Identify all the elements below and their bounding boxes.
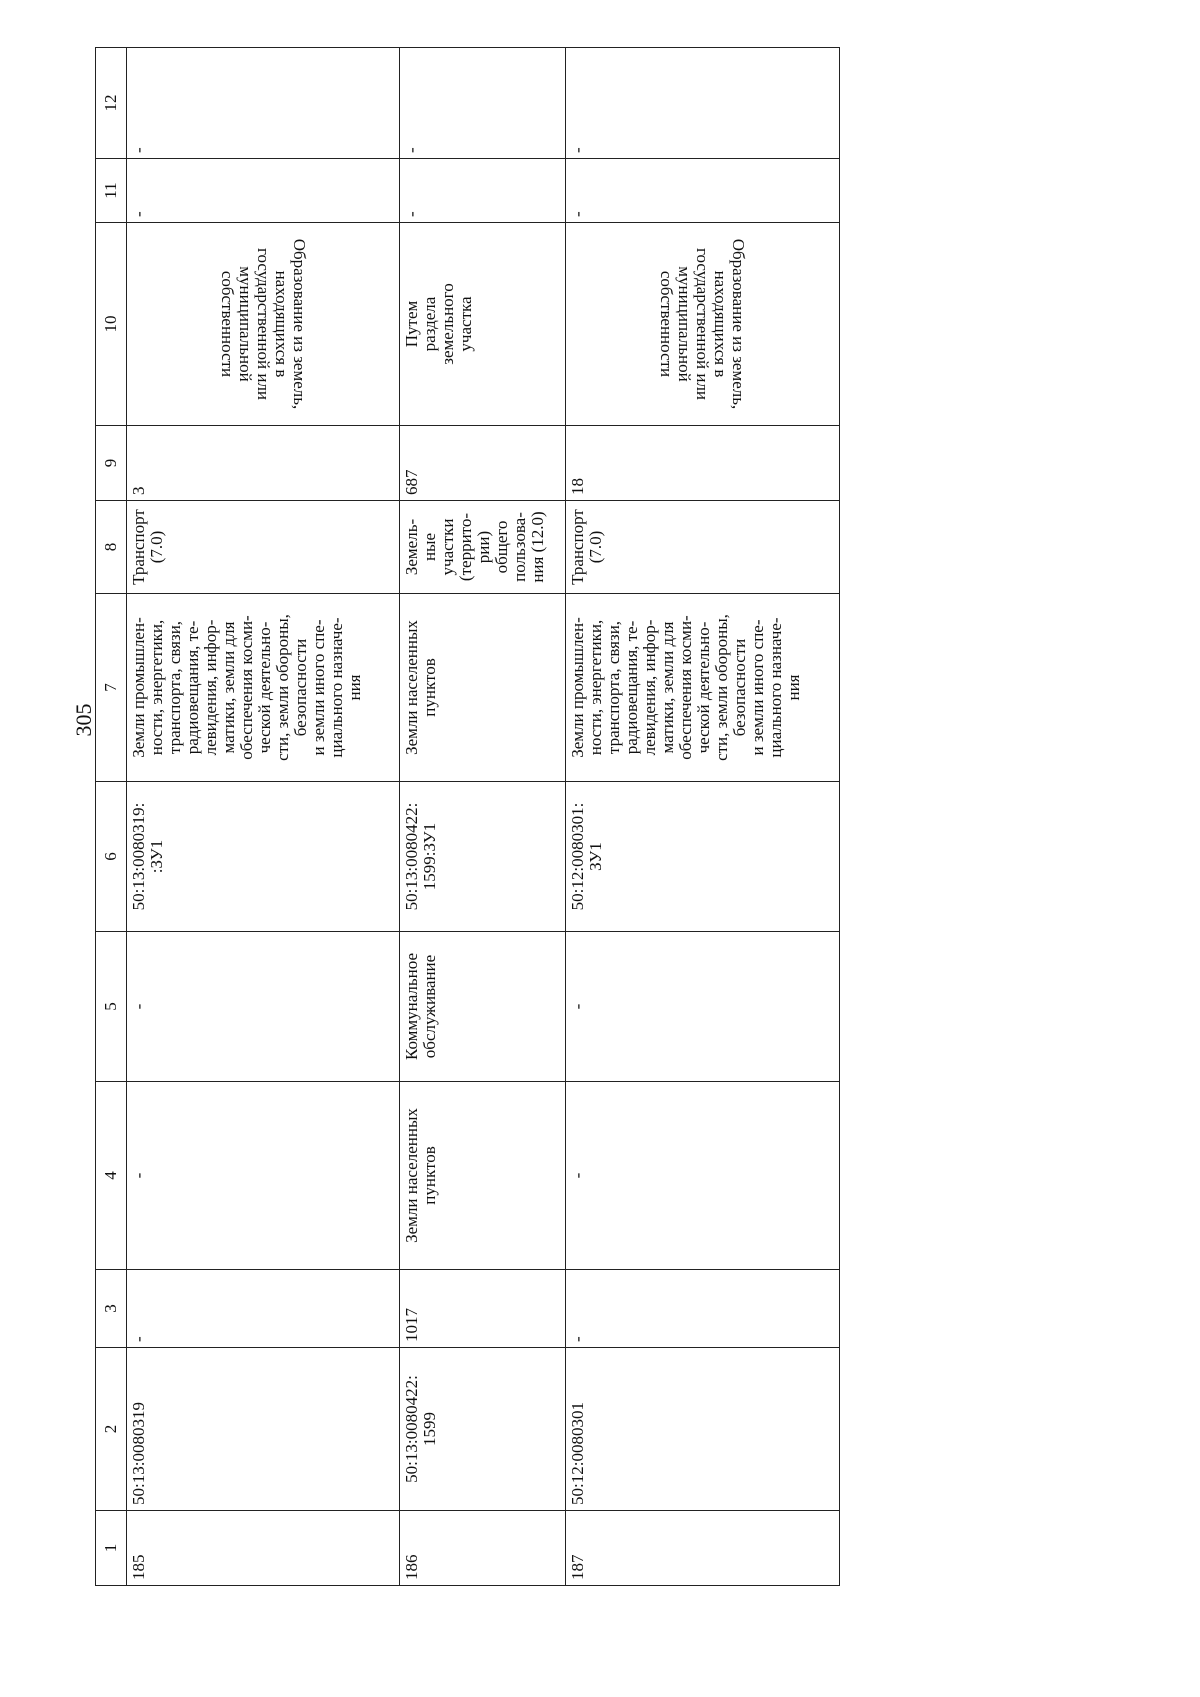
permitted-use-new: Транспорт (7.0) <box>566 501 840 594</box>
cadastral-quarter: 50:13:0080422: 1599 <box>400 1348 566 1511</box>
permitted-use-source: Коммунальное обслуживание <box>400 932 566 1082</box>
land-category-source: - <box>127 1082 400 1270</box>
land-category-new: Земли населенных пунктов <box>400 594 566 782</box>
header-cell: 4 <box>96 1082 127 1270</box>
land-category-source: - <box>566 1082 840 1270</box>
cadastral-quarter: 50:13:0080319 <box>127 1348 400 1511</box>
header-cell: 3 <box>96 1270 127 1348</box>
header-cell: 6 <box>96 782 127 932</box>
permitted-use-new: Земель- ные участки (террито- рии) общего пользова- ния (12.0) <box>400 501 566 594</box>
permitted-use-source: - <box>127 932 400 1082</box>
column-11-value: - <box>400 159 566 223</box>
cadastral-quarter: 50:12:0080301 <box>566 1348 840 1511</box>
table-row <box>566 48 840 1586</box>
land-category-new: Земли промышлен- ности, энергетики, транспорта, связи, радиовещания, те- левидения, инфор- матики, земли для обеспечения косми- ческой деятельно- сти, земли обороны, безопасности и земли иного спе- циального назначе- ния <box>566 594 840 782</box>
permitted-use-source: - <box>566 932 840 1082</box>
land-category-source: Земли населенных пунктов <box>400 1082 566 1270</box>
table-row <box>400 48 566 1586</box>
land-category-new: Земли промышлен- ности, энергетики, транспорта, связи, радиовещания, те- левидения, инфор- матики, земли для обеспечения косми- ческой деятельно- сти, земли обороны, безопасности и земли иного спе- циального назначе- ния <box>127 594 400 782</box>
column-11-value: - <box>566 159 840 223</box>
header-cell: 7 <box>96 594 127 782</box>
area-source: - <box>566 1270 840 1348</box>
column-12-value: - <box>127 48 400 159</box>
row-number: 187 <box>566 1511 840 1586</box>
formation-method-cell <box>566 223 840 426</box>
header-cell: 2 <box>96 1348 127 1511</box>
area-new: 3 <box>127 426 400 501</box>
area-new: 18 <box>566 426 840 501</box>
column-12-value: - <box>400 48 566 159</box>
new-plot-number: 50:12:0080301: ЗУ1 <box>566 782 840 932</box>
area-source: 1017 <box>400 1270 566 1348</box>
new-plot-number: 50:13:0080319: :ЗУ1 <box>127 782 400 932</box>
table-row <box>127 48 400 1586</box>
formation-method: Образование из земель, находящихся в государственной или муниципальной собственности <box>218 238 309 410</box>
row-number: 186 <box>400 1511 566 1586</box>
column-11-value: - <box>127 159 400 223</box>
permitted-use-new: Транспорт (7.0) <box>127 501 400 594</box>
rotated-table-container <box>95 48 839 1586</box>
land-plot-table <box>95 47 840 1586</box>
header-cell: 11 <box>96 159 127 223</box>
formation-method: Образование из земель, находящихся в государственной или муниципальной собственности <box>657 238 749 410</box>
header-cell: 8 <box>96 501 127 594</box>
header-cell: 10 <box>96 223 127 426</box>
page-number: 305 <box>71 703 96 737</box>
formation-method: Путем раздела земельного участка <box>400 223 566 426</box>
header-row <box>96 48 127 1586</box>
row-number: 185 <box>127 1511 400 1586</box>
area-source: - <box>127 1270 400 1348</box>
header-cell: 1 <box>96 1511 127 1586</box>
column-12-value: - <box>566 48 840 159</box>
area-new: 687 <box>400 426 566 501</box>
header-cell: 5 <box>96 932 127 1082</box>
header-cell: 9 <box>96 426 127 501</box>
new-plot-number: 50:13:0080422: 1599:ЗУ1 <box>400 782 566 932</box>
header-cell: 12 <box>96 48 127 159</box>
formation-method-cell <box>127 223 400 426</box>
